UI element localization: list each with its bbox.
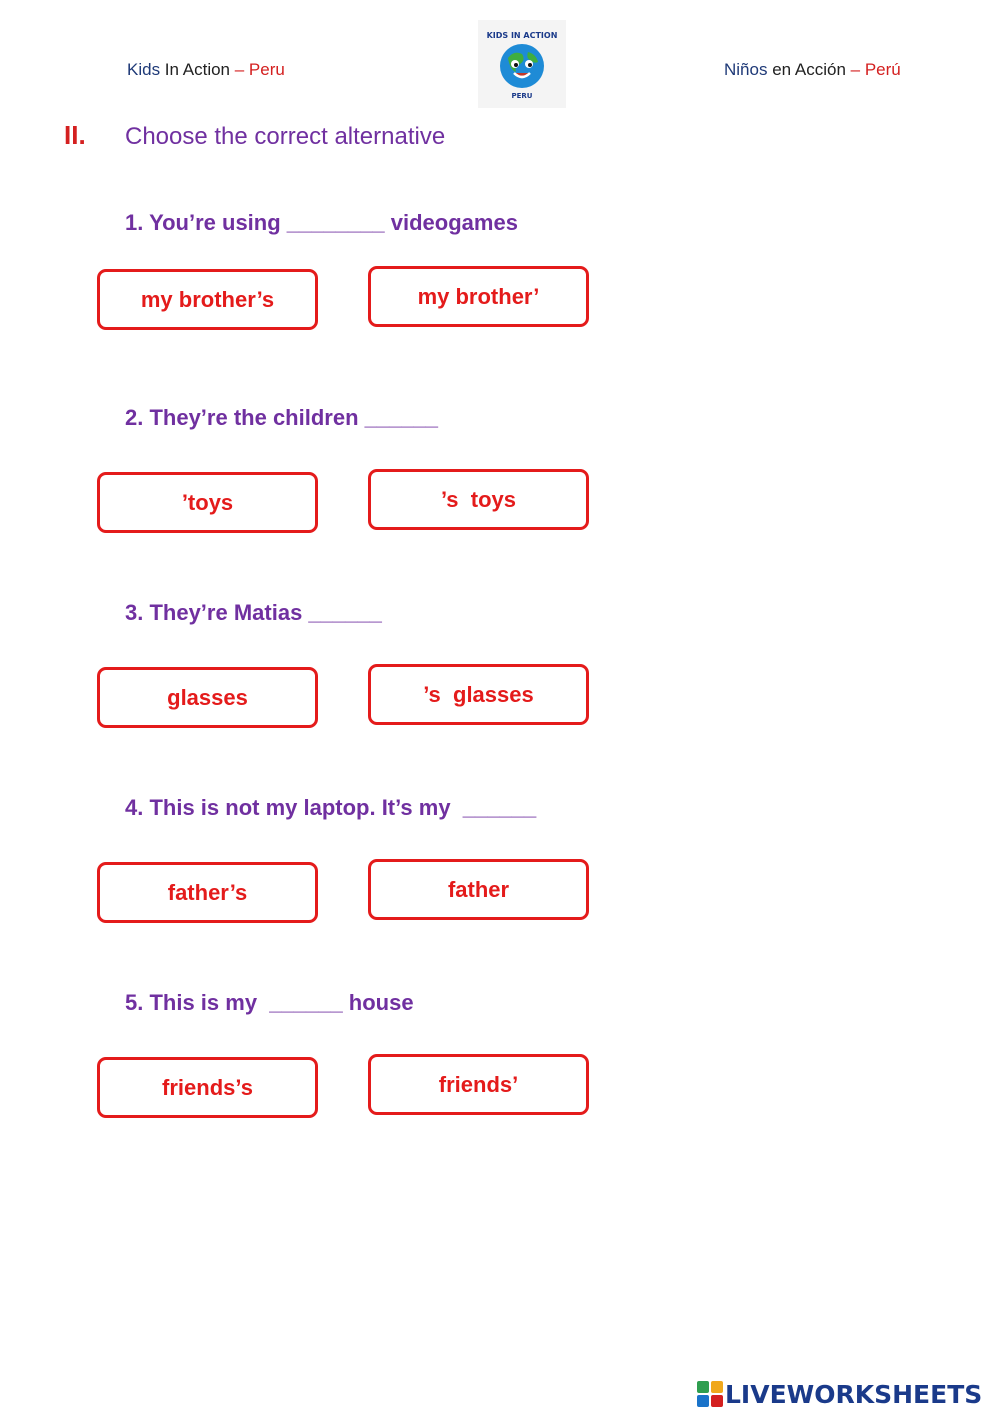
header-right-part2: en Acción [767, 60, 851, 79]
section-number: II. [64, 120, 86, 150]
question-1: 1. You’re using ________ videogames [125, 210, 518, 235]
header-left-text [127, 60, 285, 80]
liveworksheets-brand [697, 1376, 982, 1412]
kids-in-action-globe-logo [478, 20, 566, 108]
question-2: 2. They’re the children ______ [125, 405, 439, 430]
q2-option-b[interactable]: ’s toys [368, 469, 589, 530]
header-left-part2: In Action [160, 60, 235, 79]
liveworksheets-icon [697, 1381, 723, 1407]
liveworksheets-text: LIVEWORKSHEETS [725, 1379, 983, 1409]
q4-option-b[interactable]: father [368, 859, 589, 920]
header-left-part1: Kids [127, 60, 161, 79]
section-title: Choose the correct alternative [125, 123, 446, 150]
question-3: 3. They’re Matias ______ [125, 600, 382, 625]
header-right-text [724, 60, 901, 80]
q3-option-b[interactable]: ’s glasses [368, 664, 589, 725]
q4-option-a[interactable]: father’s [97, 862, 318, 923]
q2-option-a[interactable]: ’toys [97, 472, 318, 533]
q1-option-a[interactable]: my brother’s [97, 269, 318, 330]
q5-option-a[interactable]: friends’s [97, 1057, 318, 1118]
header-right-part3: – Perú [850, 60, 901, 79]
q3-option-a[interactable]: glasses [97, 667, 318, 728]
q1-option-b[interactable]: my brother’ [368, 266, 589, 327]
question-5: 5. This is my ______ house [125, 990, 414, 1015]
logo-top-text: KIDS IN ACTION [486, 31, 558, 40]
logo-bottom-text: PERU [511, 92, 533, 100]
header-left-part3: – Peru [234, 60, 285, 79]
q5-option-b[interactable]: friends’ [368, 1054, 589, 1115]
question-4: 4. This is not my laptop. It’s my ______ [125, 795, 537, 820]
header-right-part1: Niños [724, 60, 768, 79]
